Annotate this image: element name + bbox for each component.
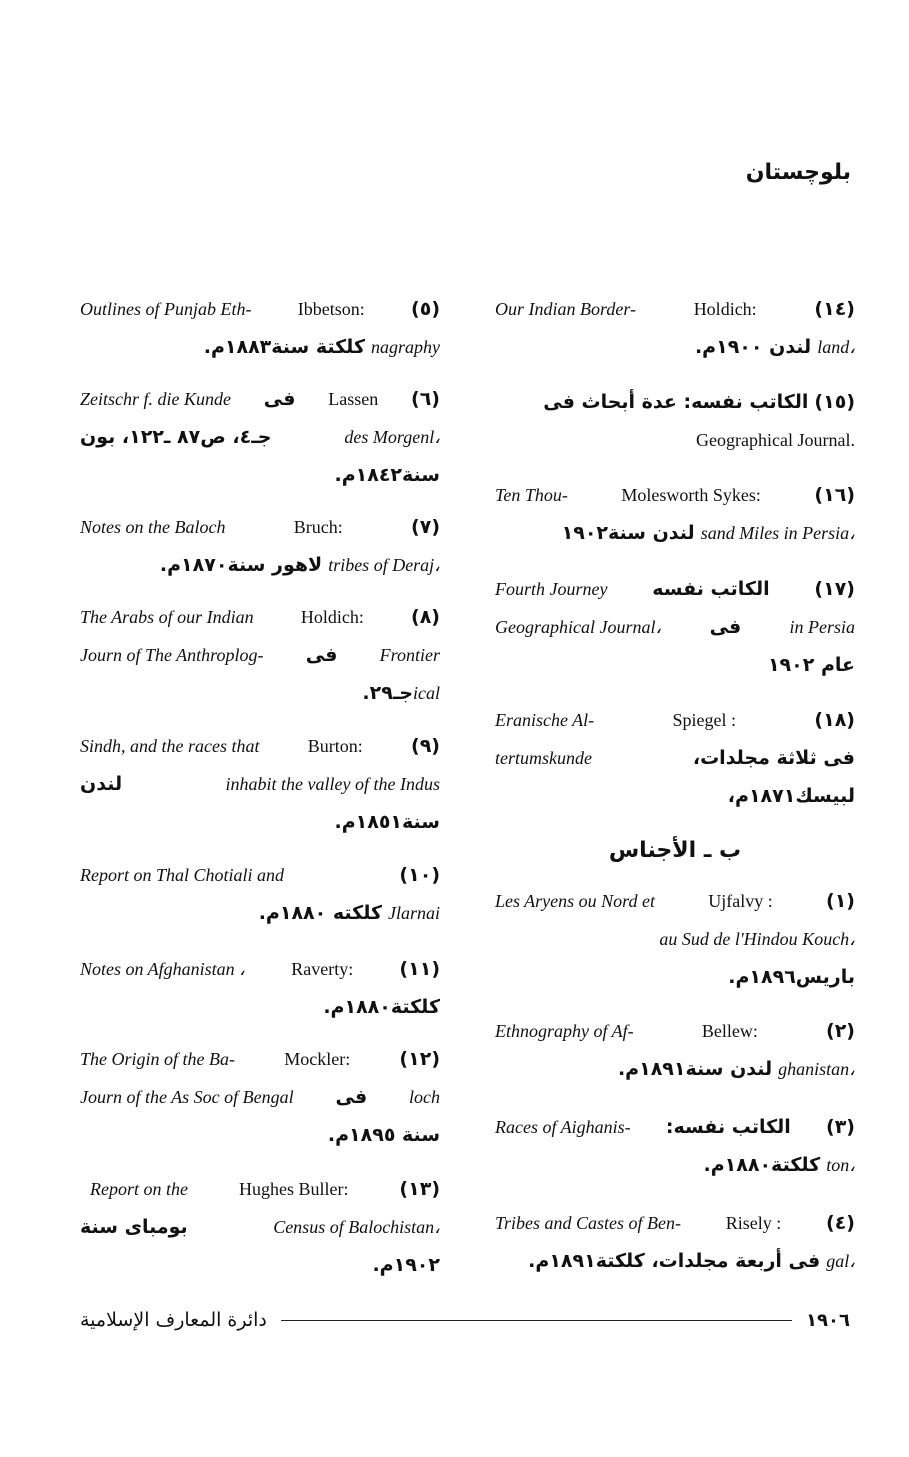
page-footer	[80, 1305, 850, 1335]
bib-entry: Fourth Journey الكاتب نفسه (١٧) Geographical Journal، فى in Persia عام ١٩٠٢	[495, 578, 855, 676]
bib-entry: The Arabs of our Indian Holdich: (٨) Journ of The Anthroplog- فى Frontier جـ٢٩. ical	[80, 606, 440, 704]
bib-entry: The Origin of the Ba- Mockler: (١٢) Journ of the As Soc of Bengal فى loch سنة ١٨٩٥م.	[80, 1048, 440, 1146]
bib-entry: الكاتب نفسه: عدة أبحاث فى (١٥) Geographical Journal.	[543, 391, 855, 450]
footer-rule	[281, 1320, 792, 1321]
bib-entry: Report on the Hughes Buller: (١٣) بومباى سنة Census of Balochistan، ١٩٠٢م.	[80, 1178, 440, 1276]
bib-entry: Ethnography of Af- Bellew: (٢) لندن سنة١٨٩١م. ghanistan،	[495, 1020, 855, 1080]
bib-entry: Notes on the Baloch Bruch: (٧) لاهور سنة١٨٧٠م. tribes of Deraj،	[80, 516, 440, 576]
running-header-title: بلوچستان	[745, 160, 851, 185]
bib-entry: Notes on Afghanistan ، Raverty: (١١) كلكتة١٨٨٠م.	[80, 958, 440, 1018]
section-heading: ب ـ الأجناس	[608, 838, 742, 863]
bib-entry: Les Aryens ou Nord et Ujfalvy : (١) au Sud de l'Hindou Kouch، باريس١٨٩٦م.	[495, 890, 855, 988]
bib-entry: Eranische Al- Spiegel : (١٨) tertumskunde فى ثلاثة مجلدات، لبيسك١٨٧١م،	[495, 709, 855, 807]
footer-journal-title: دائرة المعارف الإسلامية	[80, 1309, 267, 1331]
bib-entry: Sindh, and the races that Burton: (٩) لندن inhabit the valley of the Indus سنة١٨٥١م.	[80, 735, 440, 833]
bib-entry: Tribes and Castes of Ben- Risely : (٤) فى أربعة مجلدات، كلكتة١٨٩١م. gal،	[495, 1212, 855, 1272]
bib-entry: Outlines of Punjab Eth- Ibbetson: (٥) كلكتة سنة١٨٨٣م. nagraphy	[80, 298, 440, 358]
bib-entry: Our Indian Border- Holdich: (١٤) لندن ١٩٠٠م. land،	[495, 298, 855, 358]
bib-entry: Report on Thal Chotiali and (١٠) كلكته ١٨٨٠م. Jlarnai	[80, 864, 440, 924]
bib-entry: Ten Thou- Molesworth Sykes: (١٦) لندن سنة١٩٠٢ sand Miles in Persia،	[495, 484, 855, 544]
bib-entry: Zeitschr f. die Kunde فى Lassen (٦) جـ٤، ص٨٧ ـ١٢٢، بون des Morgenl، سنة١٨٤٢م.	[80, 388, 440, 486]
bib-entry: Races of Aighanis- الكاتب نفسه: (٣) كلكتة١٨٨٠م. ton،	[495, 1116, 855, 1176]
page-number: ١٩٠٦	[806, 1309, 850, 1331]
